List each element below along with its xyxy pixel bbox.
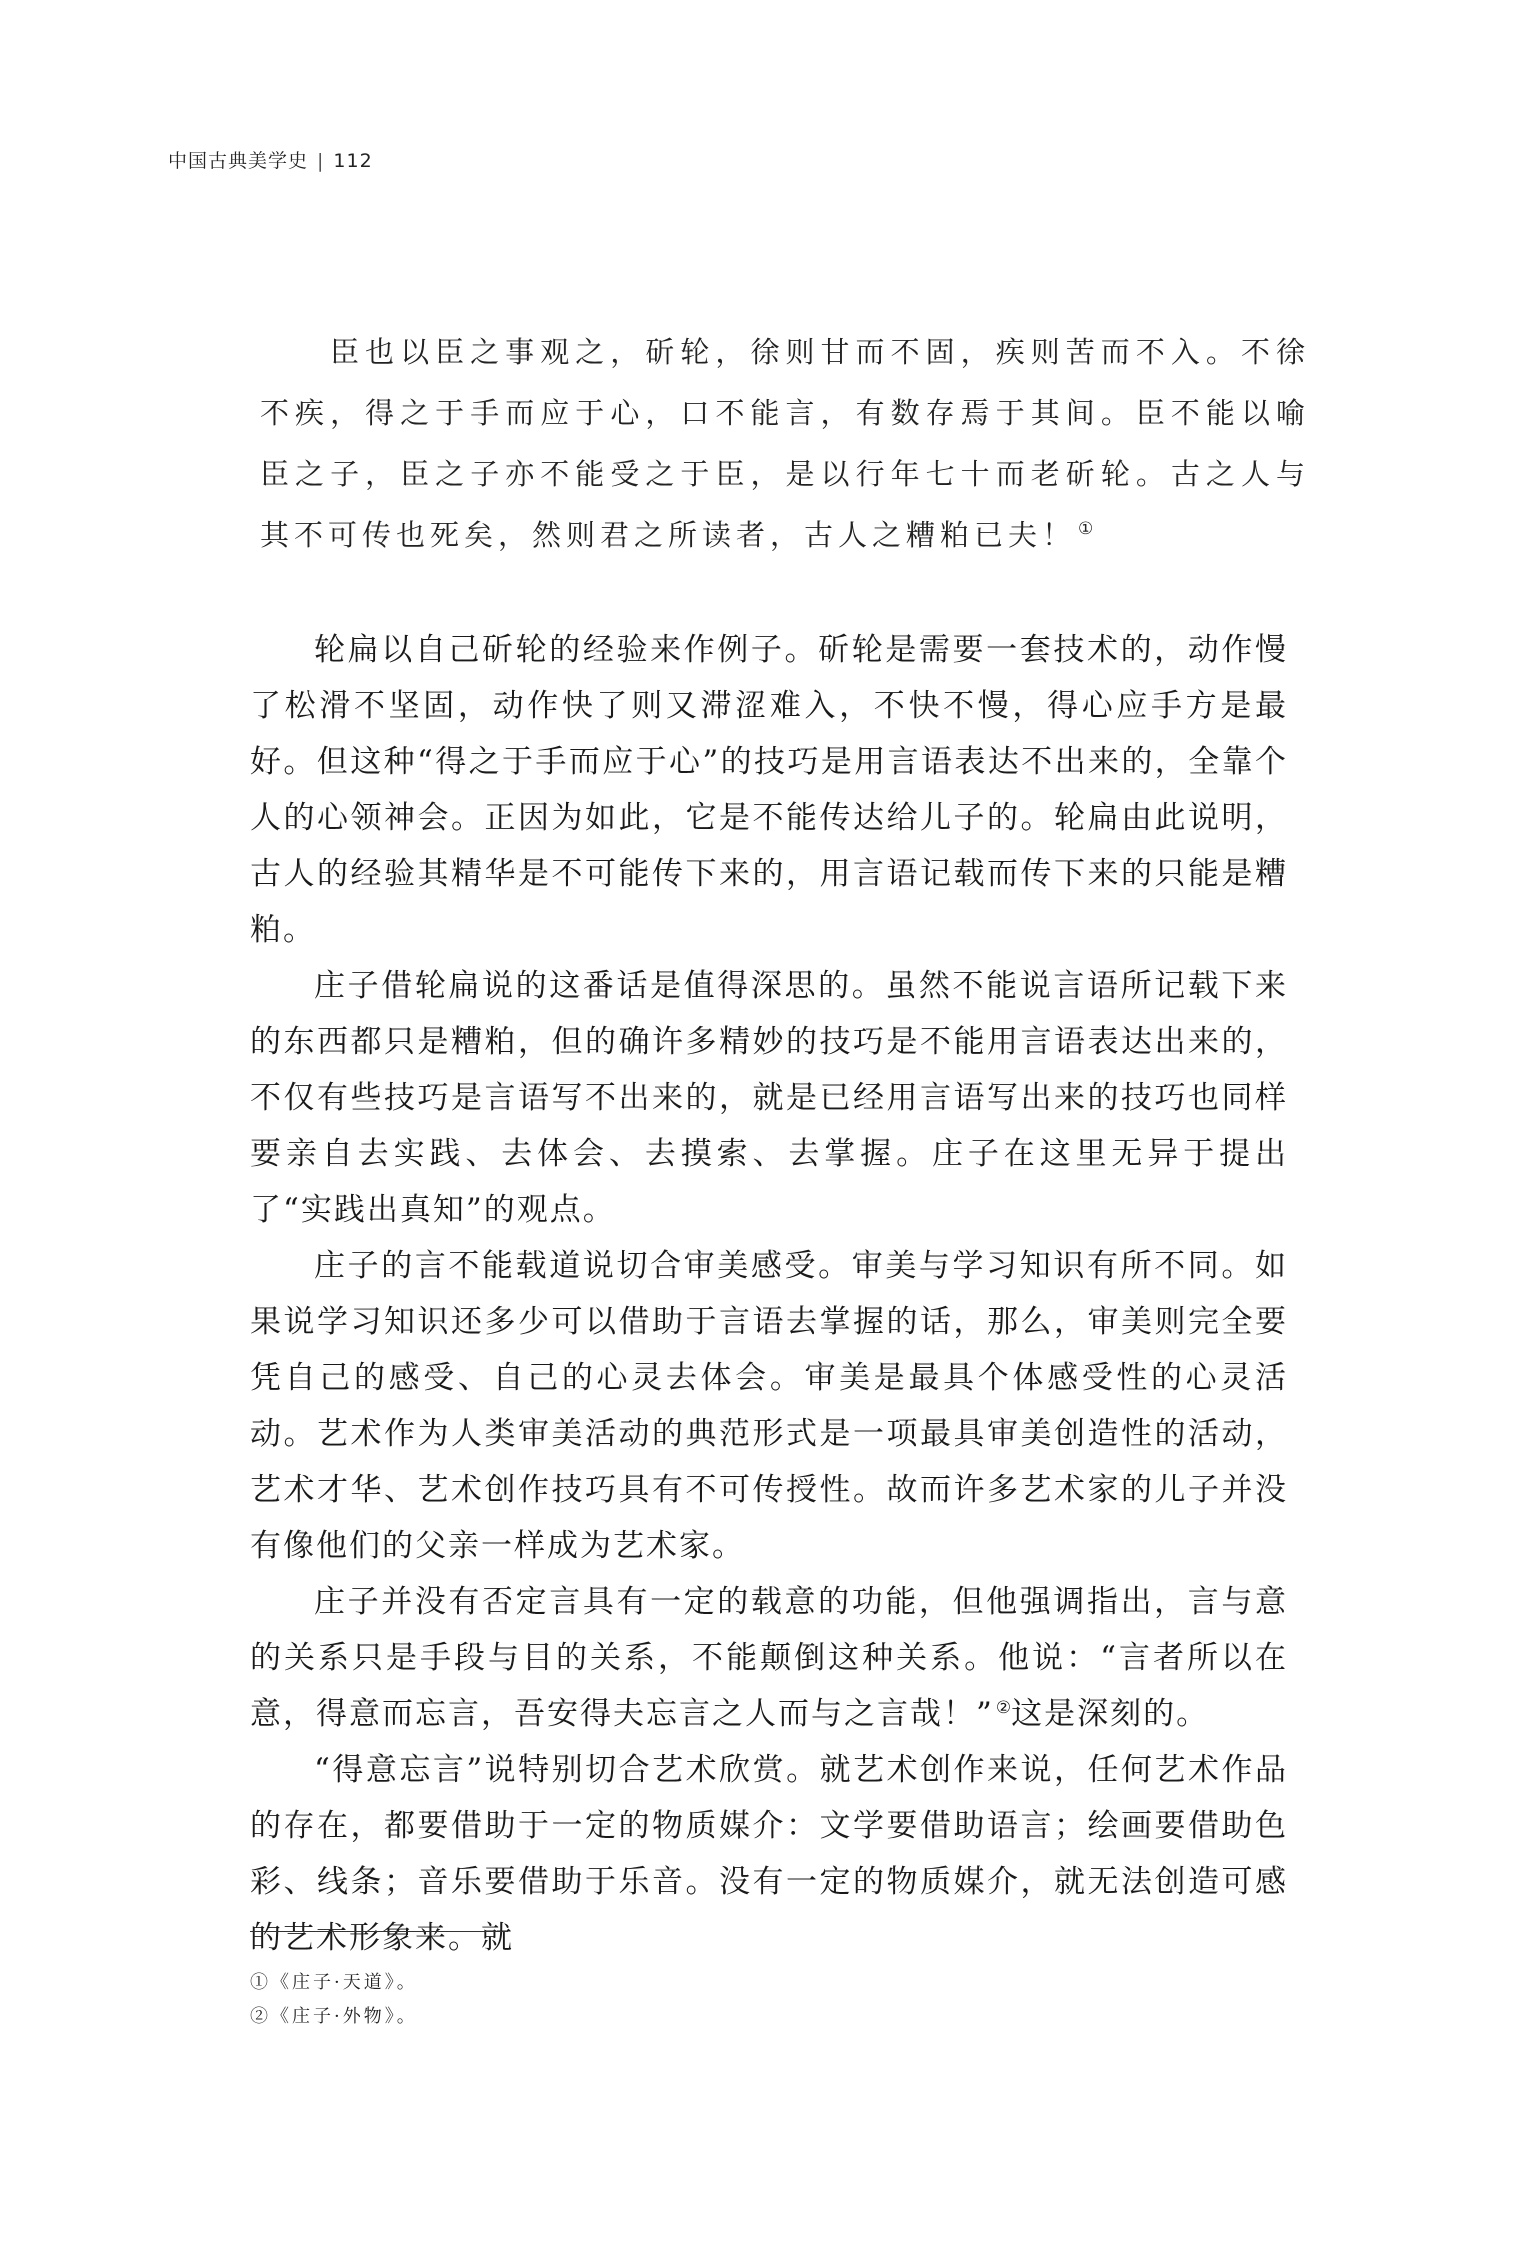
paragraph-5: “得意忘言”说特别切合艺术欣赏。就艺术创作来说，任何艺术作品的存在，都要借助于一定的物质媒介：文学要借助语言；绘画要借助色彩、线条；音乐要借助于乐音。没有一定的物质媒介，就无法创造可感的艺术形象来。就 xyxy=(250,1752,1288,1956)
running-header xyxy=(168,146,373,173)
page-number: 112 xyxy=(333,150,373,172)
footnote-ref-2: ② xyxy=(995,1697,1012,1718)
footnotes xyxy=(250,1966,418,2034)
body-text xyxy=(250,622,1288,1966)
header-separator: | xyxy=(317,150,325,172)
footnote-2: ②《庄子·外物》。 xyxy=(250,2006,418,2027)
quote-text: 臣也以臣之事观之，斫轮，徐则甘而不固，疾则苦而不入。不徐不疾，得之于手而应于心，口不能言，有数存焉于其间。臣不能以喻臣之子，臣之子亦不能受之于臣，是以行年七十而老斫轮。古之人与其不可传也死矣，然则君之所读者，古人之糟粕已夫！ xyxy=(260,335,1310,552)
quote-paragraph xyxy=(260,322,1310,566)
paragraph-1: 轮扁以自己斫轮的经验来作例子。斫轮是需要一套技术的，动作慢了松滑不坚固，动作快了则又滞涩难入，不快不慢，得心应手方是最好。但这种“得之于手而应于心”的技巧是用言语表达不出来的，全靠个人的心领神会。正因为如此，它是不能传达给儿子的。轮扁由此说明，古人的经验其精华是不可能传下来的，用言语记载而传下来的只能是糟粕。 xyxy=(250,632,1288,948)
paragraph-3: 庄子的言不能载道说切合审美感受。审美与学习知识有所不同。如果说学习知识还多少可以借助于言语去掌握的话，那么，审美则完全要凭自己的感受、自己的心灵去体会。审美是最具个体感受性的心灵活动。艺术作为人类审美活动的典范形式是一项最具审美创造性的活动，艺术才华、艺术创作技巧具有不可传授性。故而许多艺术家的儿子并没有像他们的父亲一样成为艺术家。 xyxy=(250,1248,1288,1564)
paragraph-2: 庄子借轮扁说的这番话是值得深思的。虽然不能说言语所记载下来的东西都只是糟粕，但的确许多精妙的技巧是不能用言语表达出来的，不仅有些技巧是言语写不出来的，就是已经用言语写出来的技巧也同样要亲自去实践、去体会、去摸索、去掌握。庄子在这里无异于提出了“实践出真知”的观点。 xyxy=(250,968,1288,1228)
paragraph-4 xyxy=(250,1574,1288,1742)
book-title: 中国古典美学史 xyxy=(168,150,309,172)
footnote-ref-1: ① xyxy=(1078,519,1094,540)
paragraph-4-text-after: 这是深刻的。 xyxy=(1011,1696,1210,1732)
footnote-divider xyxy=(250,1931,508,1932)
block-quote xyxy=(260,322,1310,566)
footnote-1: ①《庄子·天道》。 xyxy=(250,1972,418,1993)
paragraph-4-text: 庄子并没有否定言具有一定的载意的功能，但他强调指出，言与意的关系只是手段与目的关系，不能颠倒这种关系。他说：“言者所以在意，得意而忘言，吾安得夫忘言之人而与之言哉！” xyxy=(250,1584,1288,1732)
